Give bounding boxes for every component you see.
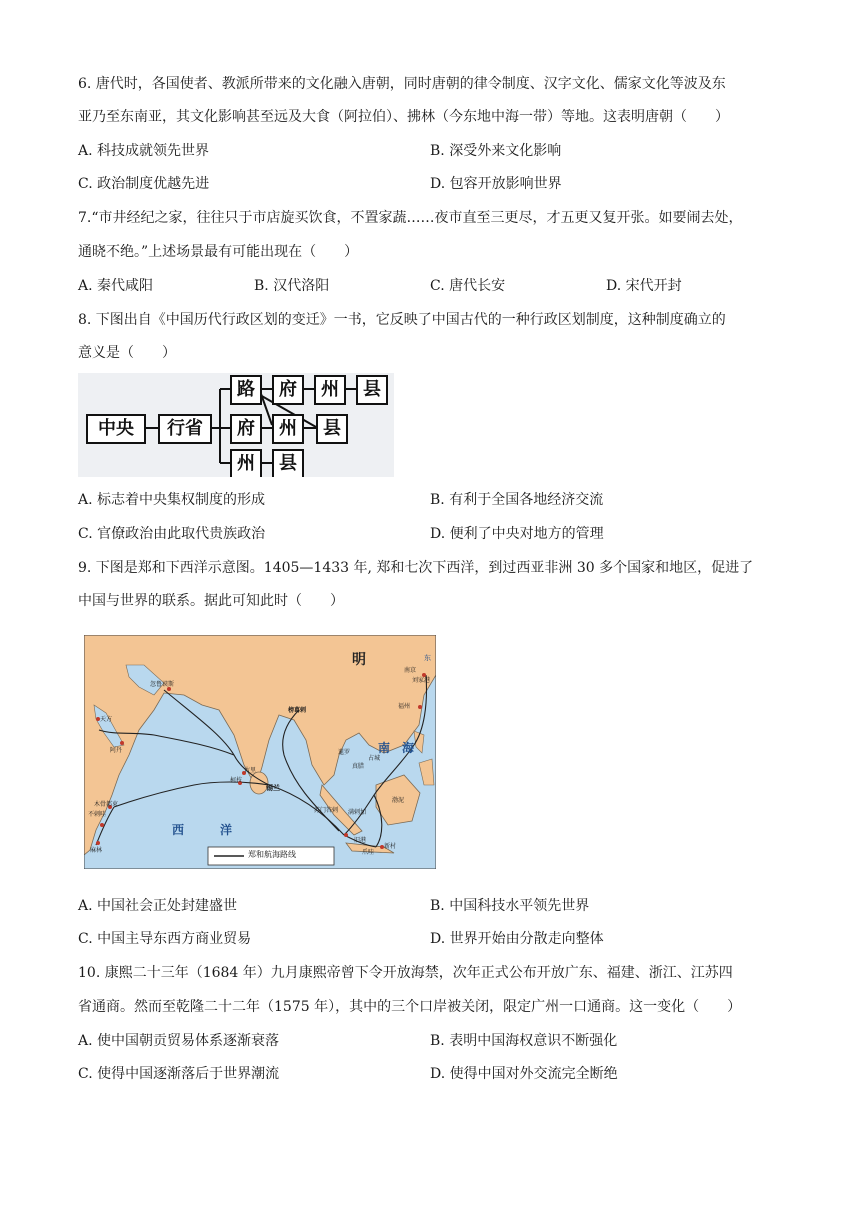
box-zhou-3: 州: [230, 449, 262, 477]
place-zhenla: 真腊: [352, 763, 365, 770]
q7-option-c[interactable]: C. 唐代长安: [430, 278, 506, 294]
place-malindi: 麻林: [90, 847, 103, 854]
place-champa: 占城: [368, 755, 381, 762]
q8-option-a[interactable]: A. 标志着中央集权制度的形成: [78, 492, 266, 508]
place-xincun: 新村: [384, 843, 397, 850]
box-xian-1: 县: [356, 375, 388, 405]
q8-stem-line2: 意义是（ ）: [78, 345, 176, 361]
place-bengal: 榜葛剌: [288, 707, 307, 714]
box-zhou-1: 州: [314, 375, 346, 405]
q8-option-b[interactable]: B. 有利于全国各地经济交流: [430, 492, 604, 508]
box-lu: 路: [230, 375, 262, 405]
q9-stem-line2: 中国与世界的联系。据此可知此时（ ）: [78, 593, 344, 609]
q9-stem-line1: 9. 下图是郑和下西洋示意图。1405—1433 年, 郑和七次下西洋，到过西亚非洲 30 多个国家和地区，促进了: [78, 560, 754, 576]
box-fu-2: 府: [230, 414, 262, 444]
q6-option-d[interactable]: D. 包容开放影响世界: [430, 176, 562, 192]
q9-option-c[interactable]: C. 中国主导东西方商业贸易: [78, 931, 252, 947]
place-liujiagang: 刘家港: [412, 677, 431, 684]
q8-stem-line1: 8. 下图出自《中国历代行政区划的变迁》一书，它反映了中国古代的一种行政区划制度，这种制度确立的: [78, 312, 726, 328]
place-malacca: 满剌加: [348, 809, 367, 816]
q9-option-b[interactable]: B. 中国科技水平领先世界: [430, 898, 590, 914]
place-aden: 阿丹: [110, 747, 123, 754]
q8-option-d[interactable]: D. 便利了中央对地方的管理: [430, 526, 604, 542]
q7-stem-line1: 7.“市井经纪之家，往往只于市店旋买饮食，不置家蔬……夜市直至三更尽，才五更又复开张。如要闹去处，: [78, 210, 743, 226]
q7-option-b[interactable]: B. 汉代洛阳: [254, 278, 330, 294]
place-cochin: 柯枝: [230, 777, 243, 784]
q10-option-a[interactable]: A. 使中国朝贡贸易体系逐渐衰落: [78, 1033, 280, 1049]
q9-option-a[interactable]: A. 中国社会正处封建盛世: [78, 898, 238, 914]
place-nanjing: 南京: [404, 667, 417, 674]
q10-option-c[interactable]: C. 使得中国逐渐落后于世界潮流: [78, 1066, 280, 1082]
zheng-he-voyage-map: [84, 635, 436, 869]
q10-stem-line1: 10. 康熙二十三年（1684 年）九月康熙帝曾下令开放海禁，次年正式公布开放广东、福建、浙江、江苏四: [78, 965, 733, 981]
q6-stem-line1: 6. 唐代时，各国使者、教派所带来的文化融入唐朝，同时唐朝的律令制度、汉字文化、儒家文化等波及东: [78, 76, 726, 92]
box-xian-2: 县: [316, 414, 348, 444]
box-fu-1: 府: [272, 375, 304, 405]
map-legend-label: 郑和航海路线: [248, 850, 296, 859]
place-mogadishu: 木骨都束: [94, 801, 119, 808]
box-central: 中央: [86, 414, 146, 444]
place-east: 东: [424, 654, 431, 662]
q6-option-a[interactable]: A. 科技成就领先世界: [78, 143, 210, 159]
q7-stem-line2: 通晓不绝。”上述场景最有可能出现在（ ）: [78, 244, 359, 260]
q9-option-d[interactable]: D. 世界开始由分散走向整体: [430, 931, 604, 947]
q6-stem-line2: 亚乃至东南亚，其文化影响甚至远及大食（阿拉伯）、拂林（今东地中海一带）等地。这表明唐朝（ ）: [78, 109, 729, 125]
map-label-south-sea: 南 海: [378, 741, 415, 755]
admin-division-diagram: [78, 373, 394, 477]
box-xian-3: 县: [272, 449, 304, 477]
box-province: 行省: [158, 414, 212, 444]
q6-option-c[interactable]: C. 政治制度优越先进: [78, 176, 210, 192]
place-samudra: 苏门答剌: [314, 807, 339, 814]
place-brava: 不刺哇: [88, 811, 107, 818]
place-fuzhou: 福州: [398, 703, 411, 710]
q6-option-b[interactable]: B. 深受外来文化影响: [430, 143, 562, 159]
place-java: 爪哇: [362, 849, 375, 856]
place-brunei: 渤泥: [392, 797, 405, 804]
q10-option-d[interactable]: D. 使得中国对外交流完全断绝: [430, 1066, 618, 1082]
q7-option-a[interactable]: A. 秦代咸阳: [78, 278, 154, 294]
place-tianfang: 天方: [100, 716, 113, 723]
map-label-west-ocean: 西 洋: [172, 823, 233, 837]
map-label-ming: 明: [352, 652, 366, 668]
place-palembang: 旧港: [354, 837, 367, 844]
q10-stem-line2: 省通商。然而至乾隆二十二年（1575 年），其中的三个口岸被关闭，限定广州一口通商。这一变化（ ）: [78, 999, 742, 1015]
place-siam: 暹罗: [338, 749, 351, 756]
place-calicut: 古里: [244, 767, 257, 774]
q7-option-d[interactable]: D. 宋代开封: [606, 278, 682, 294]
place-hormuz: 忽鲁谟斯: [150, 681, 175, 688]
box-zhou-2: 州: [272, 414, 304, 444]
q8-option-c[interactable]: C. 官僚政治由此取代贵族政治: [78, 526, 266, 542]
q10-option-b[interactable]: B. 表明中国海权意识不断强化: [430, 1033, 618, 1049]
place-ceylon: 锡兰: [266, 784, 280, 792]
